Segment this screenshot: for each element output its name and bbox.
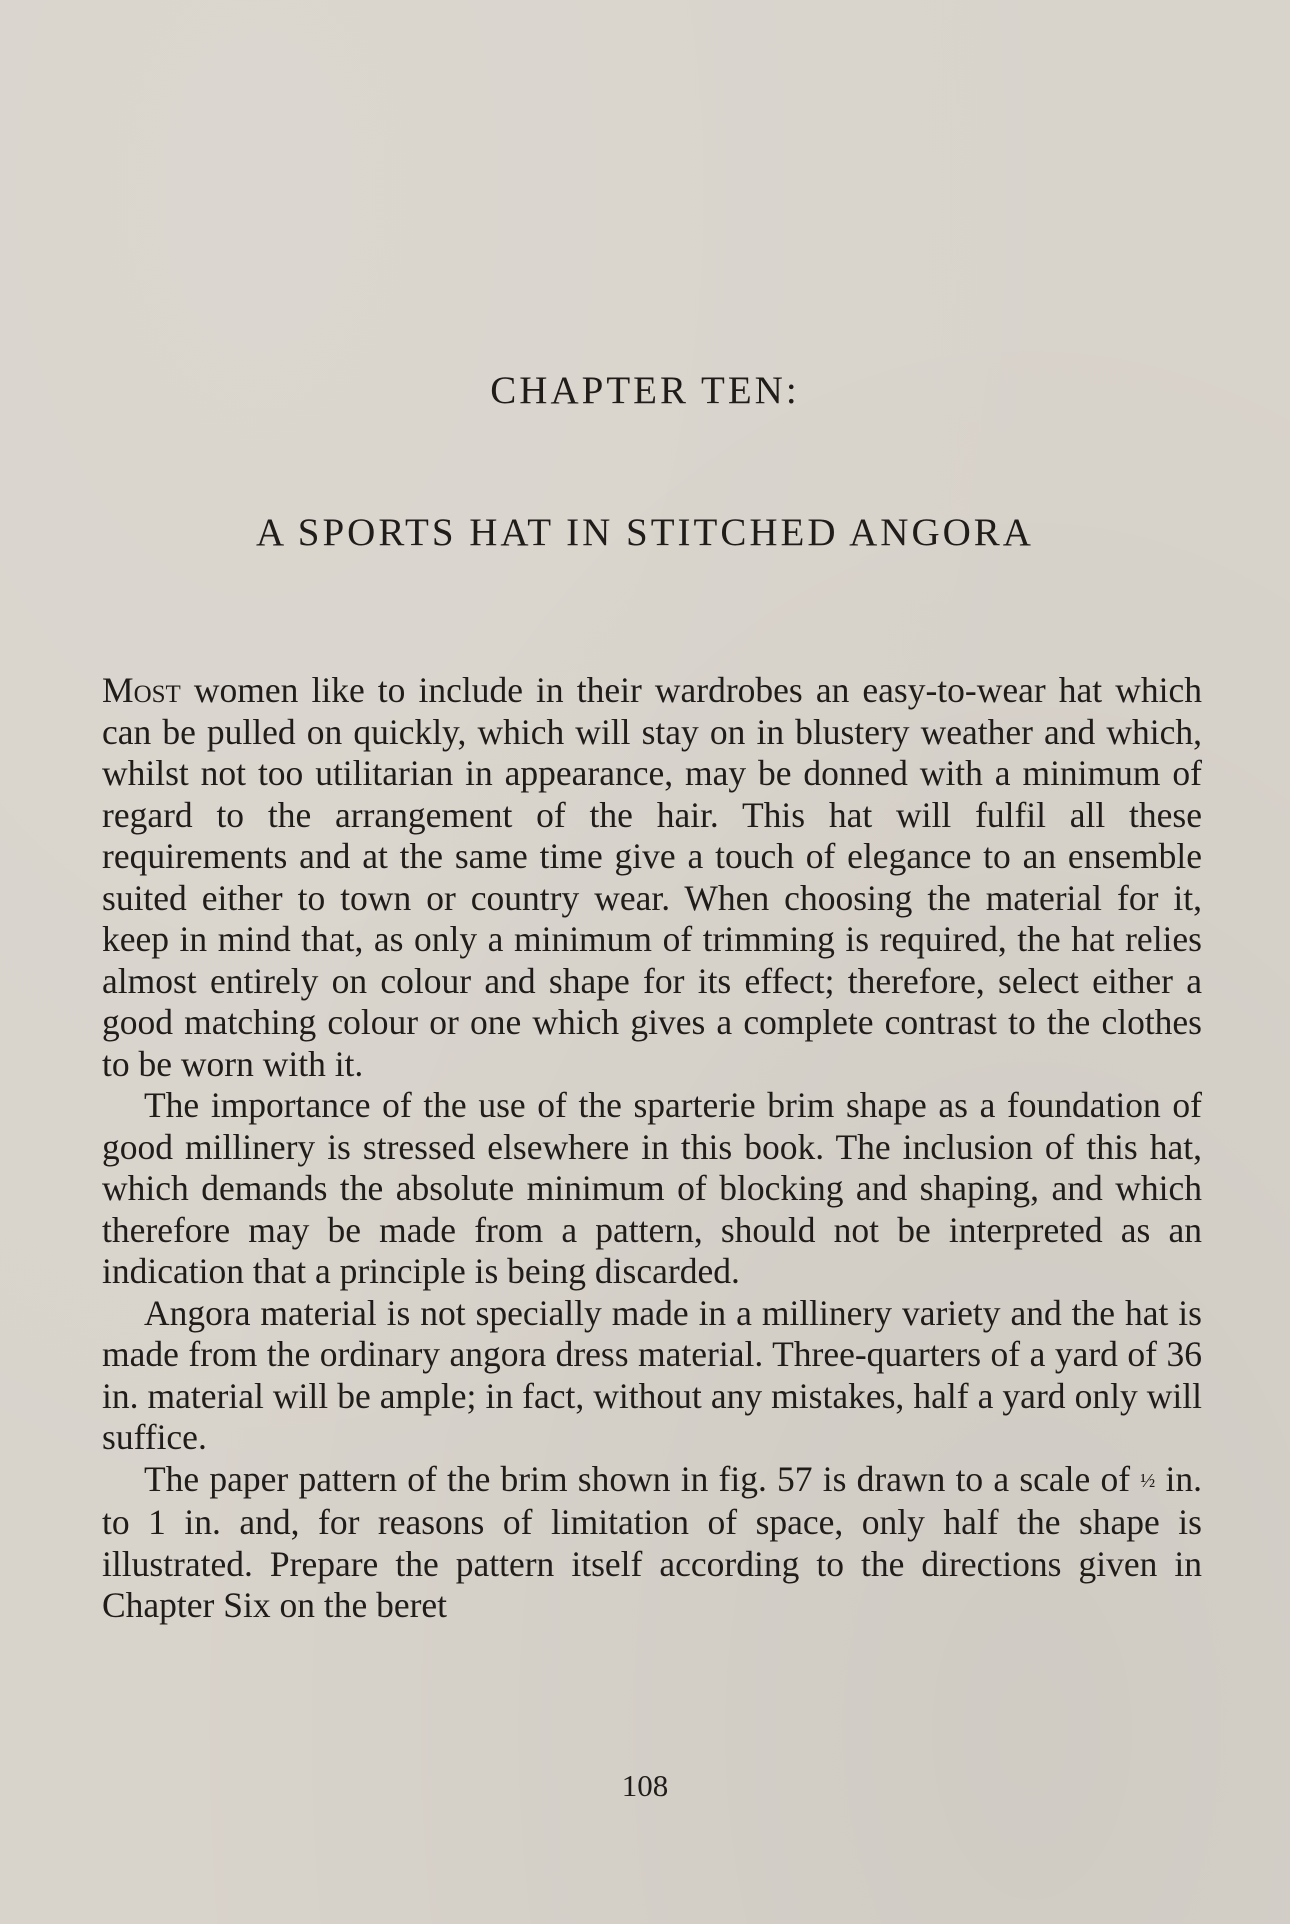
paragraph-1 [102,670,1202,1085]
paragraph-3: Angora material is not specially made in a millinery variety and the hat is made from the ordinary angora dress material. Three-quarters of a yard of 36 in. material will be ample; in fact, without any mistakes, half a yard only will suffice. [102,1292,1202,1457]
paragraph-1-text: women like to include in their wardrobes an easy-to-wear hat which can be pulled on quickly, which will stay on in blustery weather and which, whilst not too utilitarian in appearance, may be donned with a minimum of regard to the arrangement of the hair. This hat will fulfil all these requirements and at the same time give a touch of elegance to an ensemble suited either to town or country wear. When choosing the material for it, keep in mind that, as only a minimum of trimming is required, the hat relies almost entirely on colour and shape for its effect; therefore, select either a good matching colour or one which gives a complete contrast to the clothes to be worn with it. [102,670,1202,1084]
paragraph-4-text-b: in. to 1 in. and, for reasons of limitation of space, only half the shape is illustrated. Prepare the pattern itself according to the directions given in Chapter Six on the beret [102,1458,1202,1625]
paragraph-2: The importance of the use of the sparterie brim shape as a foundation of good millinery is stressed elsewhere in this book. The inclusion of this hat, which demands the absolute minimum of blocking and shaping, and which therefore may be made from a pattern, should not be interpreted as an indication that a principle is being discarded. [102,1085,1202,1291]
chapter-title: A SPORTS HAT IN STITCHED ANGORA [256,511,1034,554]
lead-word: Most [102,670,181,710]
paragraph-4 [102,1459,1202,1627]
chapter-number: CHAPTER TEN: [490,369,800,412]
page-number: 108 [621,1768,669,1803]
paragraph-4-text-a: The paper pattern of the brim shown in fig. 57 is drawn to a scale of [144,1458,1141,1499]
body-text [102,670,1202,1627]
fraction-half: ½ [1140,1469,1156,1492]
